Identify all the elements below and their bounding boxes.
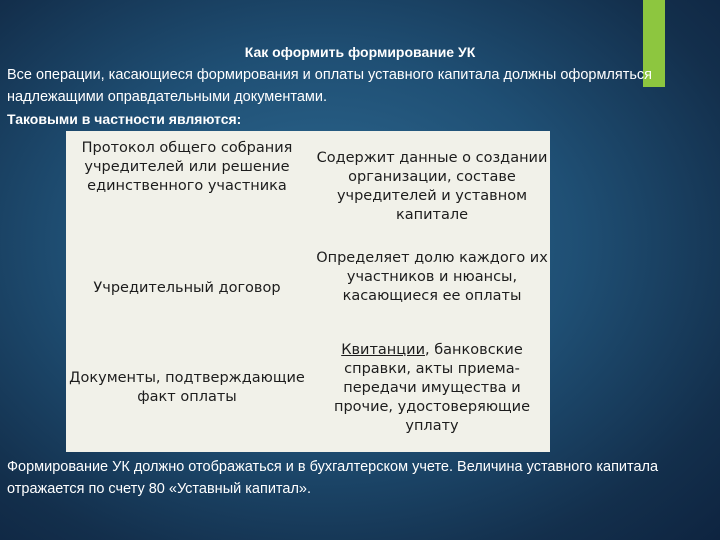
slide-title: Как оформить формирование УК <box>244 44 476 60</box>
table-cell-document-2: Учредительный договор <box>93 280 281 296</box>
emphasis-text: Таковыми в частности являются: <box>7 111 242 127</box>
receipts-link[interactable]: Квитанции <box>341 342 425 358</box>
table-cell-description-2: Определяет долю каждого их участников и нюансы, касающиеся ее оплаты <box>316 250 548 304</box>
footer-text: Формирование УК должно отображаться и в бухгалтерском учете. Величина уставного капитала отражается по счету 80 «Уставный капитал». <box>7 459 659 497</box>
documents-table <box>66 131 550 452</box>
intro-text: Все операции, касающиеся формирования и оплаты уставного капитала должны оформляться надлежащими оправдательными документами. <box>7 67 653 105</box>
table-cell-description-3 <box>316 341 548 436</box>
table-cell-document-3: Документы, подтверждающие факт оплаты <box>69 370 305 405</box>
table-cell-description-1: Содержит данные о создании организации, составе учредителей и уставном капитале <box>316 150 548 223</box>
intro-block <box>7 64 697 128</box>
table-cell-document-1: Протокол общего собрания учредителей или решение единственного участника <box>81 140 293 194</box>
description-3-rest: , банковские справки, акты приема-передачи имущества и прочие, удостоверяющие уплату <box>333 342 531 434</box>
